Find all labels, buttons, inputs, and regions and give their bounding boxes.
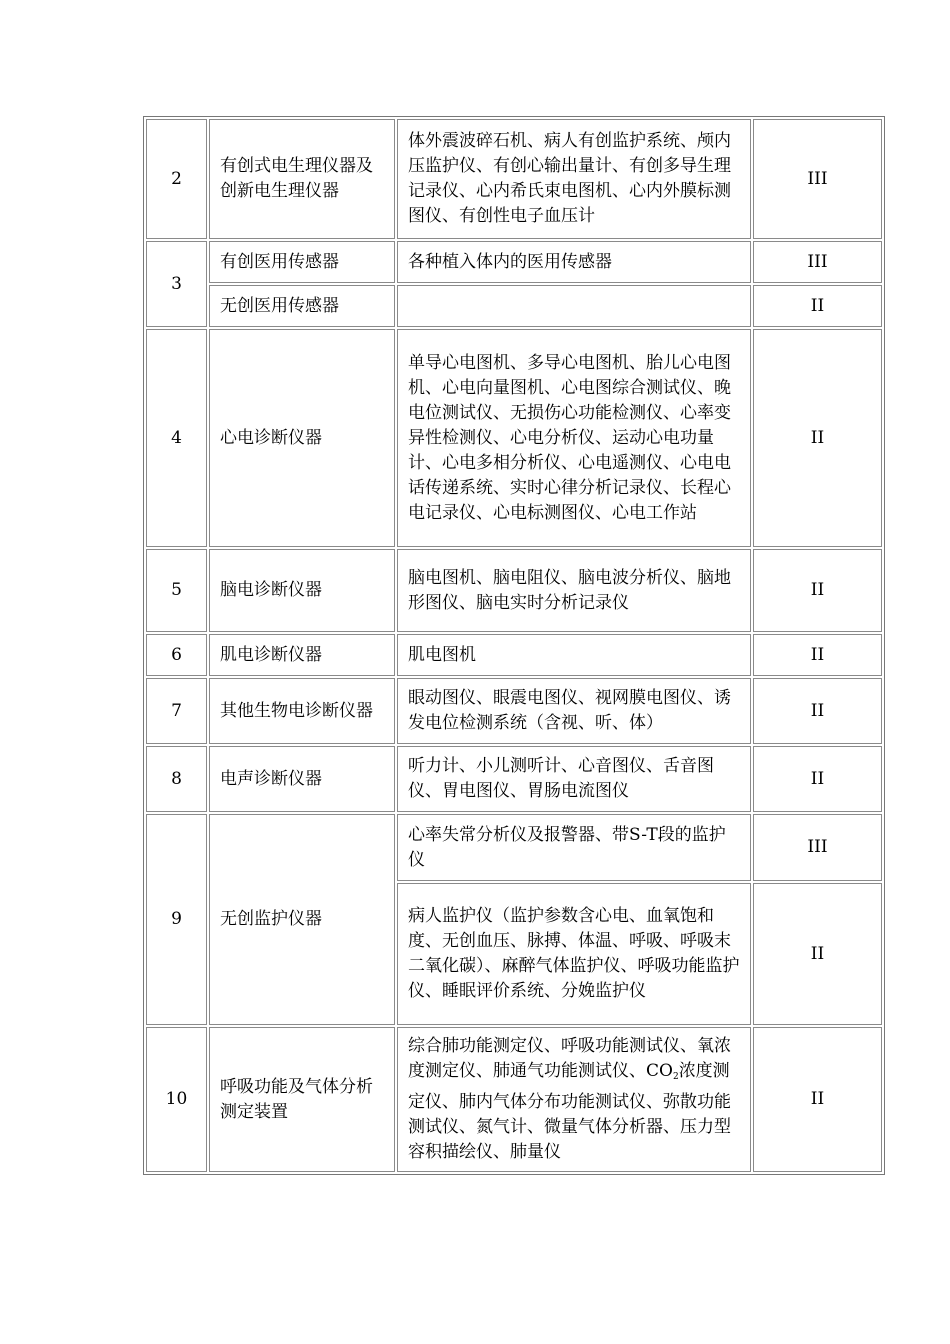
table-row (146, 678, 882, 744)
category-name: 有创式电生理仪器及创新电生理仪器 (209, 119, 395, 239)
product-list: 听力计、小儿测听计、心音图仪、舌音图仪、胃电图仪、胃肠电流图仪 (397, 746, 751, 812)
management-class: II (753, 1027, 882, 1172)
management-class: II (753, 883, 882, 1025)
row-number: 6 (146, 634, 207, 676)
row-number: 5 (146, 549, 207, 632)
category-name: 电声诊断仪器 (209, 746, 395, 812)
management-class: III (753, 814, 882, 881)
management-class: III (753, 241, 882, 283)
product-list: 各种植入体内的医用传感器 (397, 241, 751, 283)
row-number: 8 (146, 746, 207, 812)
management-class: II (753, 634, 882, 676)
management-class: II (753, 285, 882, 327)
category-name: 脑电诊断仪器 (209, 549, 395, 632)
product-list-part-a: 综合肺功能测定仪、呼吸功能测试仪、氧浓度测定仪、肺通气功能测试仪、CO (408, 1036, 731, 1081)
product-list: 单导心电图机、多导心电图机、胎儿心电图机、心电向量图机、心电图综合测试仪、晚电位测试仪、无损伤心功能检测仪、心率变异性检测仪、心电分析仪、运动心电功量计、心电多相分析仪、心电遥测仪、心电电话传递系统、实时心律分析记录仪、长程心电记录仪、心电标测图仪、心电工作站 (397, 329, 751, 547)
management-class: II (753, 746, 882, 812)
row-number: 3 (146, 241, 207, 327)
category-name: 呼吸功能及气体分析测定装置 (209, 1027, 395, 1172)
product-list: 病人监护仪（监护参数含心电、血氧饱和度、无创血压、脉搏、体温、呼吸、呼吸末二氧化碳）、麻醉气体监护仪、呼吸功能监护仪、睡眠评价系统、分娩监护仪 (397, 883, 751, 1025)
category-name: 无创监护仪器 (209, 814, 395, 1025)
device-classification-table (143, 116, 885, 1175)
table-row (146, 634, 882, 676)
table-row (146, 1027, 882, 1172)
management-class: II (753, 549, 882, 632)
category-name: 无创医用传感器 (209, 285, 395, 327)
table-row (146, 549, 882, 632)
table-row (146, 814, 882, 881)
management-class: III (753, 119, 882, 239)
table-row (146, 119, 882, 239)
product-list (397, 285, 751, 327)
category-name: 肌电诊断仪器 (209, 634, 395, 676)
product-list: 眼动图仪、眼震电图仪、视网膜电图仪、诱发电位检测系统（含视、听、体） (397, 678, 751, 744)
product-list-part-b: 浓度测定仪、肺内气体分布功能测试仪、弥散功能测试仪、氮气计、微量气体分析器、压力型容积描绘仪、肺量仪 (408, 1061, 731, 1162)
product-list: 心率失常分析仪及报警器、带S-T段的监护仪 (397, 814, 751, 881)
product-list: 体外震波碎石机、病人有创监护系统、颅内压监护仪、有创心输出量计、有创多导生理记录仪、心内希氏束电图机、心内外膜标测图仪、有创性电子血压计 (397, 119, 751, 239)
management-class: II (753, 329, 882, 547)
category-name: 有创医用传感器 (209, 241, 395, 283)
table-row (146, 241, 882, 283)
product-list: 肌电图机 (397, 634, 751, 676)
row-number: 4 (146, 329, 207, 547)
row-number: 2 (146, 119, 207, 239)
table-row (146, 285, 882, 327)
category-name: 心电诊断仪器 (209, 329, 395, 547)
subscript: 2 (672, 1072, 679, 1082)
table-row (146, 329, 882, 547)
row-number: 9 (146, 814, 207, 1025)
category-name: 其他生物电诊断仪器 (209, 678, 395, 744)
row-number: 10 (146, 1027, 207, 1172)
row-number: 7 (146, 678, 207, 744)
management-class: II (753, 678, 882, 744)
product-list (397, 1027, 751, 1172)
product-list: 脑电图机、脑电阻仪、脑电波分析仪、脑地形图仪、脑电实时分析记录仪 (397, 549, 751, 632)
table-row (146, 746, 882, 812)
